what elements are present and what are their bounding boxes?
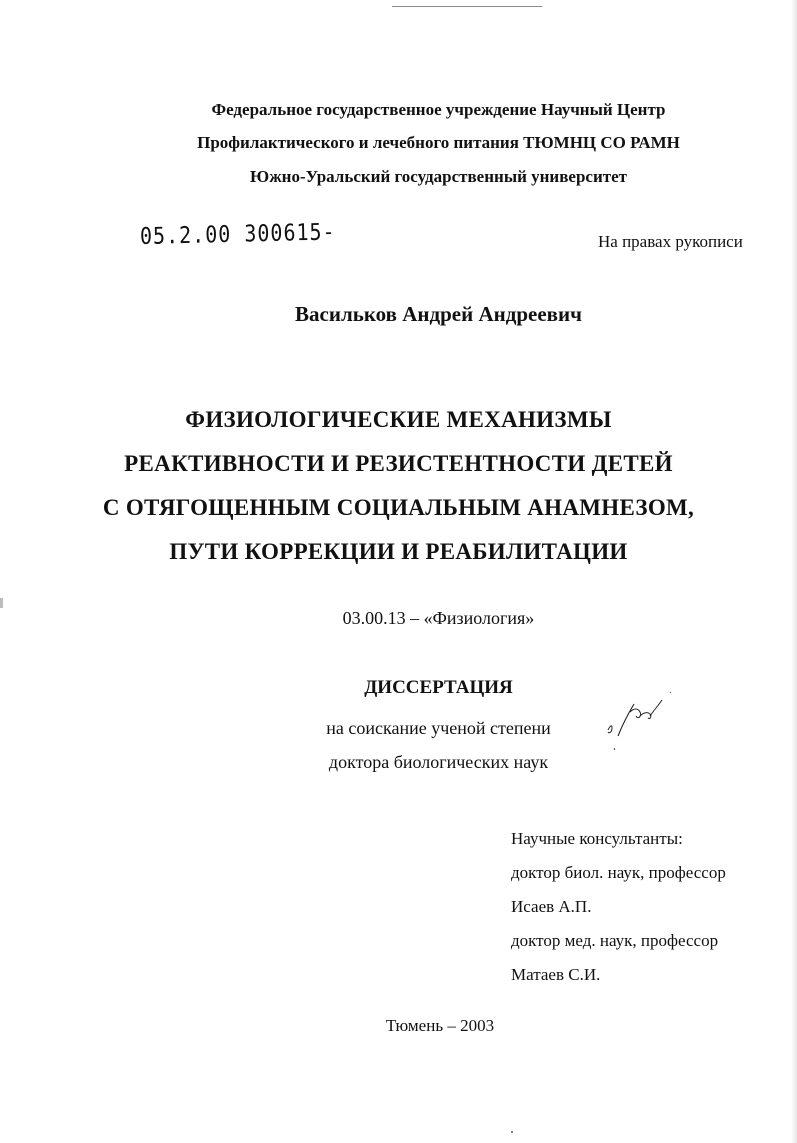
city-and-year: Тюмень – 2003 <box>385 1016 495 1035</box>
title-line: РЕАКТИВНОСТИ И РЕЗИСТЕНТНОСТИ ДЕТЕЙ <box>124 451 673 476</box>
consultants-heading: Научные консультанты: <box>511 829 683 848</box>
rights-note: На правах рукописи <box>598 232 743 251</box>
specialty-code: 03.00.13 – «Физиология» <box>342 608 535 628</box>
scan-artifact-mark <box>0 598 3 608</box>
dissertation-label: ДИССЕРТАЦИЯ <box>364 677 513 698</box>
degree-line-2: доктора биологических наук <box>328 752 549 772</box>
organization-line-3: Южно-Уральский государственный университет <box>249 167 627 186</box>
dissertation-title <box>10 398 787 574</box>
handwritten-signature <box>600 686 680 756</box>
consultant-line: доктор мед. наук, профессор <box>511 931 719 950</box>
registration-stamp-code: 05.2.00 300615- <box>139 217 336 250</box>
consultant-line: доктор биол. наук, профессор <box>511 863 726 882</box>
author-name: Васильков Андрей Андреевич <box>295 302 582 326</box>
scan-artifact-line <box>392 6 542 7</box>
title-line: С ОТЯГОЩЕННЫМ СОЦИАЛЬНЫМ АНАМНЕЗОМ, <box>102 495 695 520</box>
degree-line-1: на соискание ученой степени <box>326 718 551 738</box>
organization-line-2: Профилактического и лечебного питания ТЮМНЦ СО РАМН <box>197 133 680 152</box>
title-line: ФИЗИОЛОГИЧЕСКИЕ МЕХАНИЗМЫ <box>185 407 612 432</box>
title-line: ПУТИ КОРРЕКЦИИ И РЕАБИЛИТАЦИИ <box>169 539 628 564</box>
scientific-consultants <box>511 822 726 992</box>
organization-line-1: Федеральное государственное учреждение Научный Центр <box>211 100 666 119</box>
consultant-line: Матаев С.И. <box>511 965 601 984</box>
consultant-line: Исаев А.П. <box>511 897 592 916</box>
scan-artifact-dot <box>511 1131 513 1133</box>
